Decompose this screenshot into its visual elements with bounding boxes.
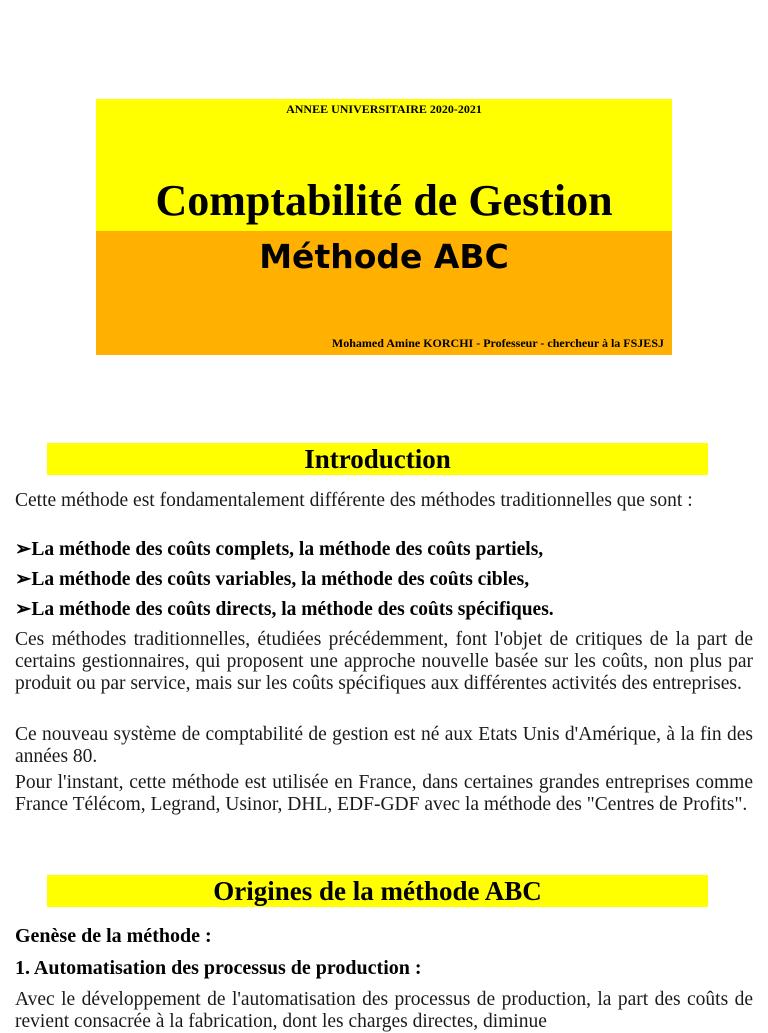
paragraph-critiques: Ces méthodes traditionnelles, étudiées précédemment, font l'objet de critiques de la part de certains gestionnaires, qui proposent une approche nouvelle basée sur les coûts, non plus par produit ou par service, mais sur les coûts spécifiques aux différentes activités des entreprises. — [15, 629, 753, 694]
genese-heading: Genèse de la méthode : — [15, 925, 212, 947]
arrow-bullet-icon: ➢ — [15, 569, 32, 590]
bullet-text: La méthode des coûts complets, la méthode des coûts partiels, — [31, 539, 544, 560]
author-line: Mohamed Amine KORCHI - Professeur - chercheur à la FSJESJ — [331, 336, 664, 350]
cover-block — [96, 99, 672, 355]
document-title: Comptabilité de Gestion — [155, 176, 613, 225]
paragraph-origine-usa: Ce nouveau système de comptabilité de gestion est né aux Etats Unis d'Amérique, à la fin des années 80. — [15, 724, 753, 767]
paragraph-automatisation: Avec le développement de l'automatisation des processus de production, la part des coûts de revient consacrée à la fabrication, dont les charges directes, diminue — [15, 989, 753, 1032]
document-subtitle: Méthode ABC — [259, 237, 509, 276]
paragraph-france: Pour l'instant, cette méthode est utilisée en France, dans certaines grandes entreprises comme France Télécom, Legrand, Usinor, DHL, EDF-GDF avec la méthode des "Centres de Profits". — [15, 772, 753, 815]
point-automatisation-heading: 1. Automatisation des processus de production : — [15, 957, 422, 979]
introduction-heading: Introduction — [47, 443, 708, 475]
bullet-item-2 — [15, 568, 755, 592]
academic-year: ANNEE UNIVERSITAIRE 2020-2021 — [286, 102, 482, 116]
arrow-bullet-icon: ➢ — [15, 599, 32, 620]
origines-heading: Origines de la méthode ABC — [47, 875, 708, 907]
arrow-bullet-icon: ➢ — [15, 539, 32, 560]
introduction-lead: Cette méthode est fondamentalement différente des méthodes traditionnelles que sont : — [15, 490, 693, 511]
bullet-text: La méthode des coûts directs, la méthode des coûts spécifiques. — [31, 599, 554, 620]
bullet-item-3 — [15, 598, 755, 622]
bullet-text: La méthode des coûts variables, la méthode des coûts cibles, — [31, 569, 530, 590]
bullet-item-1 — [15, 538, 755, 562]
